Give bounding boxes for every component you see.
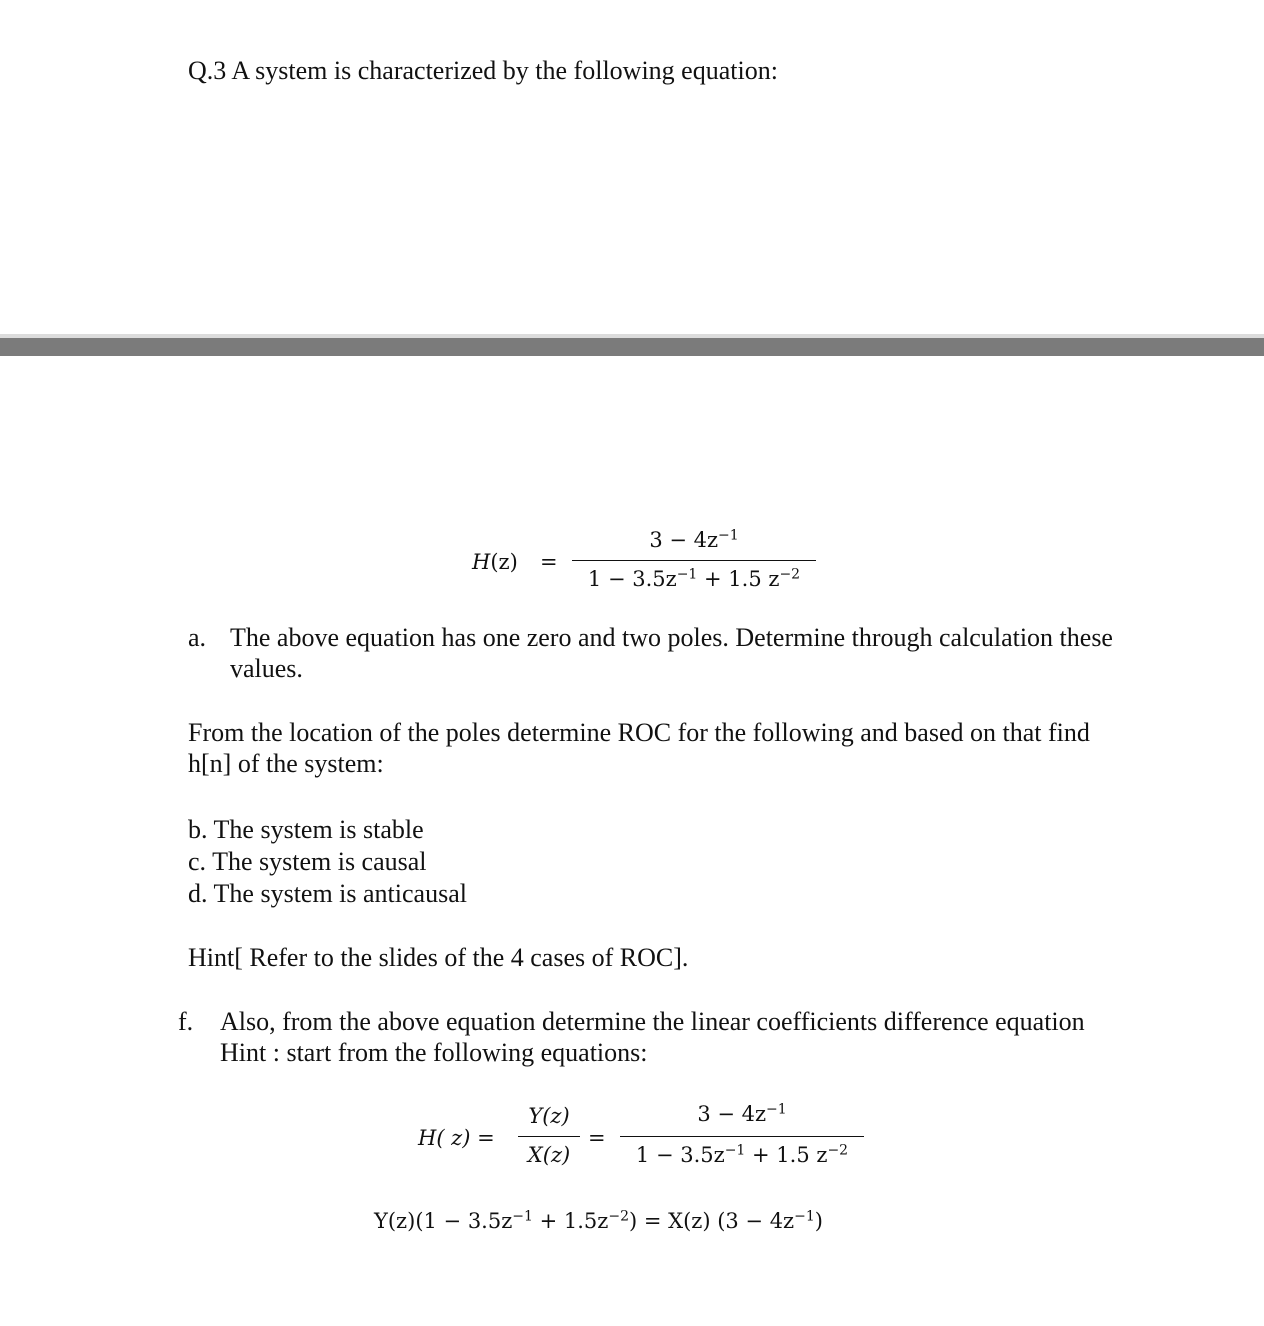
part-d: d. The system is anticausal: [188, 879, 467, 908]
difference-equation-start: $Y(z)(1 - 3.5z^{-1} + 1.5z^{-2}) = X(z)$ $(3 - 4z^{-1})$: [374, 1208, 823, 1233]
eq2-lhs: H( z) =: [418, 1126, 495, 1150]
part-b: b. The system is stable: [188, 815, 424, 844]
part-a-line2: values.: [230, 654, 303, 683]
eq1-fraction-bar: [572, 560, 816, 561]
eq1-denominator: $1 - 3.5z^{-1} + 1.5$ $z^{-2}$: [587, 566, 801, 591]
part-a-line1: The above equation has one zero and two poles. Determine through calculation these: [230, 623, 1113, 652]
eq2-equals: =: [588, 1126, 606, 1150]
eq2-numerator: $3 - 4z^{-1}$: [697, 1101, 787, 1126]
roc-intro-line2: h[n] of the system:: [188, 749, 384, 778]
part-f-line1: Also, from the above equation determine the linear coefficients difference equation: [220, 1007, 1085, 1036]
eq2-fraction-bar: [620, 1136, 864, 1137]
page-divider: [0, 334, 1264, 356]
question-title: Q.3 A system is characterized by the following equation:: [188, 56, 778, 85]
part-f-line2: Hint : start from the following equations:: [220, 1038, 648, 1067]
roc-intro-line1: From the location of the poles determine ROC for the following and based on that find: [188, 718, 1090, 747]
eq2-ratio-bar: [518, 1136, 580, 1137]
eq2-input-term: X(z): [527, 1143, 571, 1167]
eq1-equals: =: [540, 550, 558, 574]
part-a-marker: a.: [188, 623, 207, 652]
eq1-numerator: $3 - 4z^{-1}$: [649, 527, 739, 552]
part-f-marker: f.: [178, 1007, 194, 1036]
eq2-output-term: Y(z): [528, 1104, 570, 1128]
part-c: c. The system is causal: [188, 847, 427, 876]
roc-hint: Hint[ Refer to the slides of the 4 cases of ROC].: [188, 943, 689, 972]
eq1-lhs: H(z): [472, 550, 518, 574]
eq2-denominator: $1 - 3.5z^{-1} + 1.5$ $z^{-2}$: [635, 1142, 849, 1167]
